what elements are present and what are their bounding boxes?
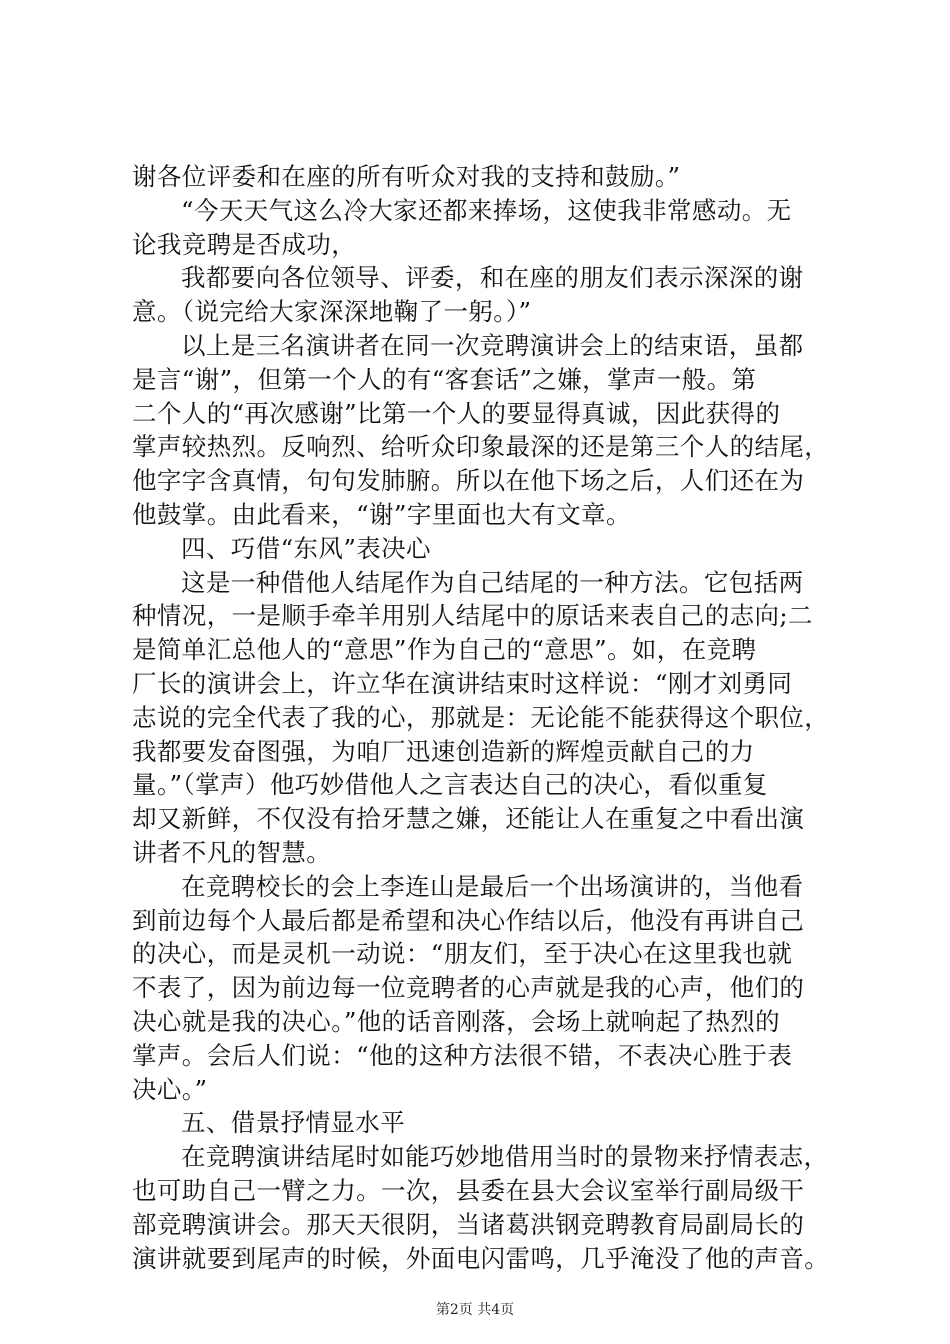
text-line: 到前边每个人最后都是希望和决心作结以后，他没有再讲自己 <box>132 905 805 935</box>
text-line: 谢各位评委和在座的所有听众对我的支持和鼓励。” <box>132 162 681 191</box>
text-line: 部竞聘演讲会。那天天很阴，当诸葛洪钢竞聘教育局副局长的 <box>132 1209 805 1239</box>
text-line: 决心就是我的决心。”他的话音刚落，会场上就响起了热烈的 <box>132 1006 781 1036</box>
text-line: 的决心，而是灵机一动说：“朋友们，至于决心在这里我也就 <box>132 939 793 969</box>
text-line: 我都要发奋图强，为咱厂迅速创造新的辉煌贡献自己的力 <box>132 736 755 766</box>
text-line: 量。”（掌声）他巧妙借他人之言表达自己的决心，看似重复 <box>132 770 768 800</box>
text-line: 种情况，一是顺手牵羊用别人结尾中的原话来表自己的志向;二 <box>132 601 813 631</box>
text-line: 掌声较热烈。反响烈、给听众印象最深的还是第三个人的结尾， <box>132 432 830 462</box>
text-line: 我都要向各位领导、评委，和在座的朋友们表示深深的谢 <box>181 263 804 293</box>
text-line: 演讲就要到尾声的时候，外面电闪雷鸣，几乎淹没了他的声音。 <box>132 1243 830 1273</box>
text-line: 他字字含真情，句句发肺腑。所以在他下场之后，人们还在为 <box>132 466 805 496</box>
text-line: 意。（说完给大家深深地鞠了一躬。）” <box>132 297 532 327</box>
text-line: 讲者不凡的智慧。 <box>132 837 332 867</box>
document-body <box>132 160 832 1275</box>
text-line: 不表了，因为前边每一位竞聘者的心声就是我的心声，他们的 <box>132 973 805 1003</box>
text-line: 四、巧借“东风”表决心 <box>181 533 431 563</box>
text-line: 二个人的“再次感谢”比第一个人的要显得真诚，因此获得的 <box>132 398 781 428</box>
page-number-label: 第2页 共4页 <box>435 1302 515 1318</box>
text-line: 以上是三名演讲者在同一次竞聘演讲会上的结束语，虽都 <box>181 330 804 360</box>
text-line: 在竞聘演讲结尾时如能巧妙地借用当时的景物来抒情表志， <box>181 1142 829 1172</box>
text-line: “今天天气这么冷大家还都来捧场，这使我非常感动。无 <box>181 195 792 225</box>
page-number-footer <box>0 1301 950 1319</box>
text-line: 厂长的演讲会上，许立华在演讲结束时这样说：“刚才刘勇同 <box>132 668 793 698</box>
text-line: 掌声。会后人们说：“他的这种方法很不错，不表决心胜于表 <box>132 1040 793 1070</box>
text-line: 他鼓掌。由此看来，“谢”字里面也大有文章。 <box>132 499 631 529</box>
text-line: 却又新鲜，不仅没有拾牙慧之嫌，还能让人在重复之中看出演 <box>132 804 805 834</box>
text-line: 五、借景抒情显水平 <box>181 1108 406 1138</box>
text-line: 决心。” <box>132 1074 208 1104</box>
text-line: 是言“谢”，但第一个人的有“客套话”之嫌，掌声一般。第 <box>132 364 757 394</box>
text-line: 也可助自己一臂之力。一次，县委在县大会议室举行副局级干 <box>132 1175 805 1205</box>
text-line: 这是一种借他人结尾作为自己结尾的一种方法。它包括两 <box>181 567 804 597</box>
text-line: 是简单汇总他人的“意思”作为自己的“意思”。如，在竞聘 <box>132 635 757 665</box>
text-line: 论我竞聘是否成功， <box>132 229 357 259</box>
text-line: 在竞聘校长的会上李连山是最后一个出场演讲的，当他看 <box>181 871 804 901</box>
text-line: 志说的完全代表了我的心，那就是：无论能不能获得这个职位， <box>132 702 830 732</box>
